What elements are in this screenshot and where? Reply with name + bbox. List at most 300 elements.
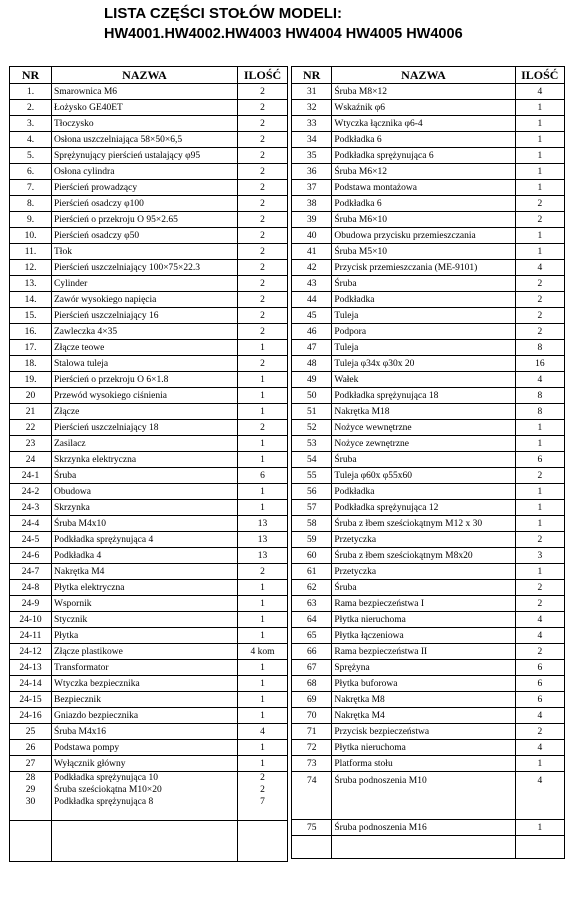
part-number-cell: 74 xyxy=(292,772,332,820)
part-quantity-cell: 4 xyxy=(515,372,564,388)
part-name-cell: Śruba M6×10 xyxy=(332,212,515,228)
part-quantity-cell: 2 xyxy=(238,212,288,228)
header-nr: NR xyxy=(10,67,52,84)
part-quantity-cell: 1 xyxy=(515,500,564,516)
table-row xyxy=(10,452,288,468)
part-number-cell: 50 xyxy=(292,388,332,404)
part-quantity-cell: 1 xyxy=(238,628,288,644)
part-quantity-cell: 2 xyxy=(238,180,288,196)
part-number-cell: 56 xyxy=(292,484,332,500)
table-row xyxy=(292,452,565,468)
part-quantity-cell: 1 xyxy=(238,756,288,772)
part-name-cell: Podkładka 6 xyxy=(332,196,515,212)
table-row xyxy=(292,244,565,260)
part-quantity-cell: 1 xyxy=(238,436,288,452)
part-quantity-cell: 13 xyxy=(238,532,288,548)
part-number-cell: 16. xyxy=(10,324,52,340)
part-name-cell: Skrzynka elektryczna xyxy=(52,452,238,468)
table-row xyxy=(10,404,288,420)
part-quantity-cell: 2 xyxy=(238,228,288,244)
part-quantity-cell: 1 xyxy=(238,404,288,420)
part-quantity-cell: 2 xyxy=(238,196,288,212)
part-quantity-cell: 2 xyxy=(238,84,288,100)
table-row xyxy=(10,612,288,628)
part-quantity-cell: 4 xyxy=(515,612,564,628)
part-name-cell: Podkładka 4 xyxy=(52,548,238,564)
table-header-row xyxy=(10,67,288,84)
part-quantity-cell: 4 xyxy=(515,772,564,820)
part-quantity-cell: 1 xyxy=(515,756,564,772)
part-name-cell: Złącze xyxy=(52,404,238,420)
part-number-cell: 12. xyxy=(10,260,52,276)
part-name-cell: Podkładka sprężynująca 4 xyxy=(52,532,238,548)
part-quantity-cell: 8 xyxy=(515,340,564,356)
table-row xyxy=(10,740,288,756)
table-row xyxy=(292,532,565,548)
table-row xyxy=(10,580,288,596)
part-quantity-cell xyxy=(238,772,288,821)
part-number-cell: 18. xyxy=(10,356,52,372)
table-row xyxy=(292,660,565,676)
table-row xyxy=(10,692,288,708)
part-quantity-cell: 2 xyxy=(238,356,288,372)
part-quantity-cell: 1 xyxy=(515,100,564,116)
table-row xyxy=(10,724,288,740)
table-row xyxy=(292,724,565,740)
part-quantity-cell: 1 xyxy=(238,676,288,692)
part-name-cell: Śruba z łbem sześciokątnym M8x20 xyxy=(332,548,515,564)
part-number-cell: 73 xyxy=(292,756,332,772)
part-quantity-cell: 2 xyxy=(238,148,288,164)
part-quantity-cell: 6 xyxy=(515,452,564,468)
table-row xyxy=(10,148,288,164)
part-number-cell: 21 xyxy=(10,404,52,420)
table-row xyxy=(10,628,288,644)
part-name-cell: Płytka łączeniowa xyxy=(332,628,515,644)
part-quantity-cell: 2 xyxy=(238,132,288,148)
part-number-cell: 24-12 xyxy=(10,644,52,660)
part-name-cell: Śruba M4x10 xyxy=(52,516,238,532)
table-row xyxy=(292,132,565,148)
part-name-cell: Bezpiecznik xyxy=(52,692,238,708)
part-quantity-cell: 1 xyxy=(238,452,288,468)
part-quantity-cell: 4 xyxy=(515,740,564,756)
part-quantity-cell: 1 xyxy=(515,436,564,452)
parts-table-left xyxy=(9,66,288,862)
part-number-cell: 25 xyxy=(10,724,52,740)
part-name-cell: Śruba M4x16 xyxy=(52,724,238,740)
table-row xyxy=(10,340,288,356)
part-number-cell: 68 xyxy=(292,676,332,692)
part-name-cell: Nakrętka M18 xyxy=(332,404,515,420)
part-name-cell: Płytka elektryczna xyxy=(52,580,238,596)
part-quantity-cell: 2 xyxy=(515,644,564,660)
document-title: LISTA CZĘŚCI STOŁÓW MODELI: xyxy=(104,5,343,22)
part-quantity-cell: 2 xyxy=(515,276,564,292)
part-number-cell: 62 xyxy=(292,580,332,596)
table-row xyxy=(292,516,565,532)
part-number-cell: 31 xyxy=(292,84,332,100)
part-quantity-cell: 2 xyxy=(238,116,288,132)
table-row xyxy=(292,820,565,836)
part-quantity-cell: 1 xyxy=(515,132,564,148)
part-quantity-cell: 1 xyxy=(515,116,564,132)
part-name-cell: Podstawa montażowa xyxy=(332,180,515,196)
table-row xyxy=(10,484,288,500)
part-number-cell: 55 xyxy=(292,468,332,484)
part-name-cell: Śruba podnoszenia M16 xyxy=(332,820,515,836)
part-number-cell: 24-14 xyxy=(10,676,52,692)
table-row xyxy=(292,468,565,484)
header-name: NAZWA xyxy=(52,67,238,84)
grouped-line: 2 xyxy=(260,773,265,783)
part-name-cell: Podkładka xyxy=(332,292,515,308)
table-row xyxy=(292,404,565,420)
part-number-cell: 24-11 xyxy=(10,628,52,644)
part-quantity-cell: 1 xyxy=(515,244,564,260)
part-name-cell: Pierścień prowadzący xyxy=(52,180,238,196)
part-name-cell: Śruba z łbem sześciokątnym M12 x 30 xyxy=(332,516,515,532)
part-number-cell: 47 xyxy=(292,340,332,356)
part-quantity-cell: 1 xyxy=(238,580,288,596)
part-name-cell: Pierścień uszczelniający 18 xyxy=(52,420,238,436)
table-row xyxy=(292,580,565,596)
part-quantity-cell: 1 xyxy=(515,420,564,436)
table-row-empty xyxy=(292,836,565,859)
table-row xyxy=(292,164,565,180)
empty-cell xyxy=(292,836,332,859)
part-name-cell: Wyłącznik główny xyxy=(52,756,238,772)
part-number-cell: 22 xyxy=(10,420,52,436)
table-row xyxy=(10,372,288,388)
part-number-cell: 34 xyxy=(292,132,332,148)
table-row xyxy=(10,356,288,372)
table-row xyxy=(292,500,565,516)
part-number-cell: 6. xyxy=(10,164,52,180)
part-number-cell: 36 xyxy=(292,164,332,180)
part-quantity-cell: 2 xyxy=(515,308,564,324)
part-number-cell: 24-15 xyxy=(10,692,52,708)
part-name-cell: Stalowa tuleja xyxy=(52,356,238,372)
part-number-cell: 24-3 xyxy=(10,500,52,516)
part-quantity-cell: 4 xyxy=(515,628,564,644)
part-quantity-cell: 16 xyxy=(515,356,564,372)
part-number-cell: 17. xyxy=(10,340,52,356)
part-name-cell: Tłoczysko xyxy=(52,116,238,132)
part-quantity-cell: 1 xyxy=(515,148,564,164)
table-row xyxy=(10,644,288,660)
part-name-cell: Smarownica M6 xyxy=(52,84,238,100)
table-row-empty xyxy=(10,821,288,862)
part-number-cell: 24-4 xyxy=(10,516,52,532)
part-quantity-cell: 1 xyxy=(515,484,564,500)
table-row xyxy=(292,740,565,756)
part-number-cell: 13. xyxy=(10,276,52,292)
table-row xyxy=(10,132,288,148)
part-number-cell: 61 xyxy=(292,564,332,580)
part-quantity-cell: 1 xyxy=(238,372,288,388)
part-name-cell: Pierścień osadczy φ50 xyxy=(52,228,238,244)
part-name-cell: Rama bezpieczeństwa II xyxy=(332,644,515,660)
part-number-cell: 24-6 xyxy=(10,548,52,564)
table-row-grouped xyxy=(10,772,288,821)
part-name-cell: Łożysko GE40ET xyxy=(52,100,238,116)
table-row xyxy=(292,260,565,276)
part-name-cell: Transformator xyxy=(52,660,238,676)
table-row xyxy=(292,388,565,404)
part-number-cell: 41 xyxy=(292,244,332,260)
part-quantity-cell: 2 xyxy=(238,324,288,340)
table-row xyxy=(292,756,565,772)
part-name-cell: Sprężynujący pierścień ustalający φ95 xyxy=(52,148,238,164)
grouped-line: 30 xyxy=(25,797,36,807)
part-name-cell: Wtyczka bezpiecznika xyxy=(52,676,238,692)
part-number-cell: 43 xyxy=(292,276,332,292)
table-row xyxy=(292,772,565,820)
part-number-cell: 44 xyxy=(292,292,332,308)
part-number-cell: 15. xyxy=(10,308,52,324)
part-name-cell: Obudowa xyxy=(52,484,238,500)
part-number-cell: 63 xyxy=(292,596,332,612)
part-number-cell: 27 xyxy=(10,756,52,772)
parts-table-right-body xyxy=(292,84,565,859)
table-row xyxy=(292,692,565,708)
part-quantity-cell: 2 xyxy=(238,260,288,276)
part-quantity-cell: 1 xyxy=(515,228,564,244)
part-quantity-cell: 1 xyxy=(238,388,288,404)
part-number-cell: 8. xyxy=(10,196,52,212)
part-number-cell: 67 xyxy=(292,660,332,676)
part-name-cell: Pierścień uszczelniający 16 xyxy=(52,308,238,324)
table-row xyxy=(292,292,565,308)
table-row xyxy=(292,148,565,164)
part-name-cell: Osłona uszczelniająca 58×50×6,5 xyxy=(52,132,238,148)
part-number-cell: 24-5 xyxy=(10,532,52,548)
part-number-cell: 2. xyxy=(10,100,52,116)
part-number-cell: 66 xyxy=(292,644,332,660)
table-row xyxy=(10,660,288,676)
table-row xyxy=(10,180,288,196)
part-quantity-cell: 2 xyxy=(238,564,288,580)
part-number-cell: 59 xyxy=(292,532,332,548)
part-number-cell: 46 xyxy=(292,324,332,340)
part-quantity-cell: 2 xyxy=(515,724,564,740)
part-number-cell: 3. xyxy=(10,116,52,132)
part-number-cell: 23 xyxy=(10,436,52,452)
part-quantity-cell: 1 xyxy=(515,516,564,532)
part-quantity-cell: 1 xyxy=(238,740,288,756)
table-row xyxy=(292,228,565,244)
parts-table-right xyxy=(291,66,565,859)
part-name-cell: Złącze teowe xyxy=(52,340,238,356)
part-name-cell: Wskaźnik φ6 xyxy=(332,100,515,116)
table-row xyxy=(292,420,565,436)
part-name-cell: Przetyczka xyxy=(332,532,515,548)
part-number-cell: 24-10 xyxy=(10,612,52,628)
table-row xyxy=(292,548,565,564)
table-row xyxy=(292,100,565,116)
part-name-cell: Przewód wysokiego ciśnienia xyxy=(52,388,238,404)
table-row xyxy=(10,436,288,452)
part-quantity-cell: 2 xyxy=(238,244,288,260)
part-quantity-cell: 6 xyxy=(515,660,564,676)
part-quantity-cell: 2 xyxy=(238,164,288,180)
table-row xyxy=(10,516,288,532)
table-row xyxy=(292,356,565,372)
part-name-cell: Tuleja xyxy=(332,340,515,356)
part-number-cell: 70 xyxy=(292,708,332,724)
header-name: NAZWA xyxy=(332,67,515,84)
empty-cell xyxy=(332,836,515,859)
part-number-cell: 7. xyxy=(10,180,52,196)
part-quantity-cell: 1 xyxy=(238,484,288,500)
empty-cell xyxy=(52,821,238,862)
part-number-cell: 4. xyxy=(10,132,52,148)
part-name-cell: Tłok xyxy=(52,244,238,260)
part-name-cell: Skrzynka xyxy=(52,500,238,516)
header-qty: ILOŚĆ xyxy=(515,67,564,84)
part-name-cell: Podkładka xyxy=(332,484,515,500)
table-row xyxy=(292,180,565,196)
grouped-line: Podkładka sprężynująca 8 xyxy=(54,797,154,807)
part-name-cell: Śruba podnoszenia M10 xyxy=(332,772,515,820)
part-number-cell: 39 xyxy=(292,212,332,228)
part-quantity-cell: 2 xyxy=(515,580,564,596)
part-number-cell: 53 xyxy=(292,436,332,452)
part-name-cell: Śruba xyxy=(332,452,515,468)
part-quantity-cell: 2 xyxy=(515,292,564,308)
part-name-cell: Podkładka sprężynująca 12 xyxy=(332,500,515,516)
part-quantity-cell: 2 xyxy=(515,212,564,228)
part-number-cell: 58 xyxy=(292,516,332,532)
table-row xyxy=(10,292,288,308)
table-row xyxy=(292,644,565,660)
part-number-cell: 33 xyxy=(292,116,332,132)
part-number-cell: 54 xyxy=(292,452,332,468)
table-row xyxy=(10,244,288,260)
part-number-cell: 65 xyxy=(292,628,332,644)
table-row xyxy=(10,388,288,404)
part-name-cell: Podkładka 6 xyxy=(332,132,515,148)
part-quantity-cell: 2 xyxy=(515,596,564,612)
table-row xyxy=(10,100,288,116)
part-name-cell: Wałek xyxy=(332,372,515,388)
grouped-line: 28 xyxy=(25,773,36,783)
empty-cell xyxy=(515,836,564,859)
empty-cell xyxy=(10,821,52,862)
part-name-cell: Śruba M5×10 xyxy=(332,244,515,260)
part-name-cell: Śruba M8×12 xyxy=(332,84,515,100)
part-quantity-cell: 4 xyxy=(515,84,564,100)
document-subtitle-models: HW4001.HW4002.HW4003 HW4004 HW4005 HW4006 xyxy=(104,26,463,42)
part-quantity-cell: 1 xyxy=(515,164,564,180)
part-number-cell: 24 xyxy=(10,452,52,468)
part-number-cell xyxy=(10,772,52,821)
part-number-cell: 24-2 xyxy=(10,484,52,500)
part-quantity-cell: 2 xyxy=(515,196,564,212)
part-number-cell: 24-1 xyxy=(10,468,52,484)
grouped-line: 7 xyxy=(260,797,265,807)
table-row xyxy=(10,212,288,228)
table-header-row xyxy=(292,67,565,84)
empty-cell xyxy=(238,821,288,862)
part-quantity-cell: 2 xyxy=(238,276,288,292)
part-number-cell: 45 xyxy=(292,308,332,324)
header-qty: ILOŚĆ xyxy=(238,67,288,84)
part-name-cell: Przetyczka xyxy=(332,564,515,580)
part-quantity-cell: 4 kom xyxy=(238,644,288,660)
part-name-cell: Pierścień osadczy φ100 xyxy=(52,196,238,212)
part-quantity-cell: 1 xyxy=(238,612,288,628)
part-number-cell: 5. xyxy=(10,148,52,164)
part-name-cell: Obudowa przycisku przemieszczania xyxy=(332,228,515,244)
part-quantity-cell: 13 xyxy=(238,516,288,532)
table-row xyxy=(292,276,565,292)
part-number-cell: 24-16 xyxy=(10,708,52,724)
table-row xyxy=(10,228,288,244)
part-quantity-cell: 4 xyxy=(515,260,564,276)
part-name-cell: Stycznik xyxy=(52,612,238,628)
part-quantity-cell: 2 xyxy=(515,324,564,340)
part-quantity-cell: 2 xyxy=(238,308,288,324)
part-quantity-cell: 6 xyxy=(515,692,564,708)
table-row xyxy=(292,484,565,500)
part-quantity-cell: 8 xyxy=(515,404,564,420)
part-quantity-cell: 2 xyxy=(238,100,288,116)
table-row xyxy=(10,260,288,276)
part-number-cell: 69 xyxy=(292,692,332,708)
part-quantity-cell: 2 xyxy=(515,532,564,548)
part-quantity-cell: 6 xyxy=(238,468,288,484)
part-name-cell: Nakrętka M4 xyxy=(332,708,515,724)
part-quantity-cell: 6 xyxy=(515,676,564,692)
part-name-cell: Sprężyna xyxy=(332,660,515,676)
part-number-cell: 49 xyxy=(292,372,332,388)
part-number-cell: 24-9 xyxy=(10,596,52,612)
table-row xyxy=(292,324,565,340)
part-number-cell: 20 xyxy=(10,388,52,404)
part-name-cell: Platforma stołu xyxy=(332,756,515,772)
part-quantity-cell: 3 xyxy=(515,548,564,564)
part-name-cell xyxy=(52,772,238,821)
part-name-cell: Wspornik xyxy=(52,596,238,612)
part-name-cell: Śruba xyxy=(332,276,515,292)
part-name-cell: Wtyczka łącznika φ6-4 xyxy=(332,116,515,132)
part-quantity-cell: 1 xyxy=(238,692,288,708)
grouped-line: Podkładka sprężynująca 10 xyxy=(54,773,158,783)
part-quantity-cell: 1 xyxy=(238,660,288,676)
part-name-cell: Pierścień o przekroju O 95×2.65 xyxy=(52,212,238,228)
part-name-cell: Rama bezpieczeństwa I xyxy=(332,596,515,612)
part-name-cell: Nożyce zewnętrzne xyxy=(332,436,515,452)
table-row xyxy=(10,676,288,692)
table-row xyxy=(10,116,288,132)
table-row xyxy=(10,756,288,772)
part-quantity-cell: 1 xyxy=(238,708,288,724)
part-number-cell: 40 xyxy=(292,228,332,244)
part-name-cell: Zawleczka 4×35 xyxy=(52,324,238,340)
part-name-cell: Przycisk bezpieczeństwa xyxy=(332,724,515,740)
table-row xyxy=(10,308,288,324)
part-name-cell: Tuleja xyxy=(332,308,515,324)
part-quantity-cell: 2 xyxy=(238,420,288,436)
part-quantity-cell: 2 xyxy=(515,468,564,484)
table-row xyxy=(292,372,565,388)
part-quantity-cell: 2 xyxy=(238,292,288,308)
part-name-cell: Nożyce wewnętrzne xyxy=(332,420,515,436)
part-quantity-cell: 4 xyxy=(515,708,564,724)
grouped-line: Śruba sześciokątna M10×20 xyxy=(54,785,162,795)
